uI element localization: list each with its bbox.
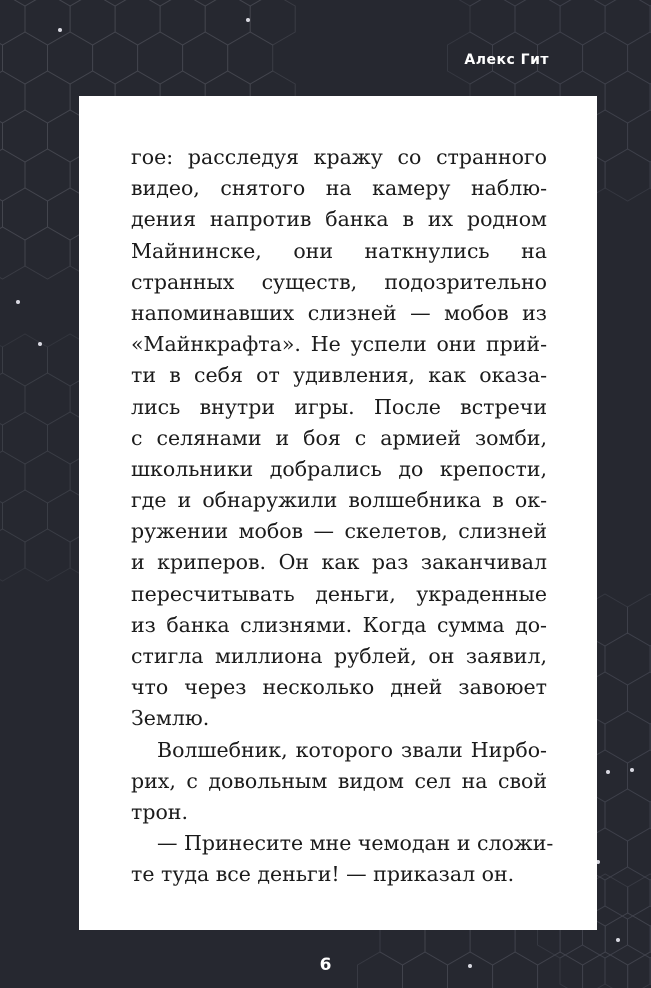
text-line: и криперов. Он как раз заканчивал [131, 550, 547, 575]
text-line: с селянами и боя с армией зомби, [131, 425, 547, 450]
text-line: стигла миллиона рублей, он заявил, [131, 644, 547, 668]
text-line: странных существ, подозрительно [131, 269, 547, 294]
text-line: Землю. [131, 706, 210, 731]
text-line: пересчитывать деньги, украденные [131, 581, 547, 606]
book-page [79, 96, 597, 930]
text-line: Майнинске, они наткнулись на [131, 238, 547, 263]
text-line: где и обнаружили волшебника в ок- [131, 488, 547, 513]
text-line: — Принесите мне чемодан и сложи- [157, 831, 554, 856]
text-line: «Майнкрафта». Не успели они прий- [131, 332, 547, 357]
text-line: школьники добрались до крепости, [131, 456, 547, 481]
text-line: Волшебник, которого звали Нирбо- [157, 737, 547, 762]
text-line: гое: расследуя кражу со странного [131, 145, 547, 169]
body-text [131, 142, 554, 891]
running-header-author: Алекс Гит [464, 52, 549, 68]
text-line: ружении мобов — скелетов, слизней [131, 519, 547, 544]
page-number: 6 [319, 955, 332, 975]
text-line: рих, с довольным видом сел на свой [131, 768, 547, 793]
text-line: ти в себя от удивления, как оказа- [131, 363, 547, 388]
text-line: напоминавших слизней — мобов из [131, 300, 547, 325]
text-line: что через несколько дней завоюет [131, 675, 547, 700]
text-line: дения напротив банка в их родном [131, 207, 547, 232]
text-line: те туда все деньги! — приказал он. [131, 862, 515, 887]
text-line: из банка слизнями. Когда сумма до- [131, 612, 547, 637]
text-line: трон. [131, 799, 188, 824]
text-line: видео, снятого на камеру наблю- [131, 176, 547, 201]
text-line: лись внутри игры. После встречи [131, 394, 547, 419]
